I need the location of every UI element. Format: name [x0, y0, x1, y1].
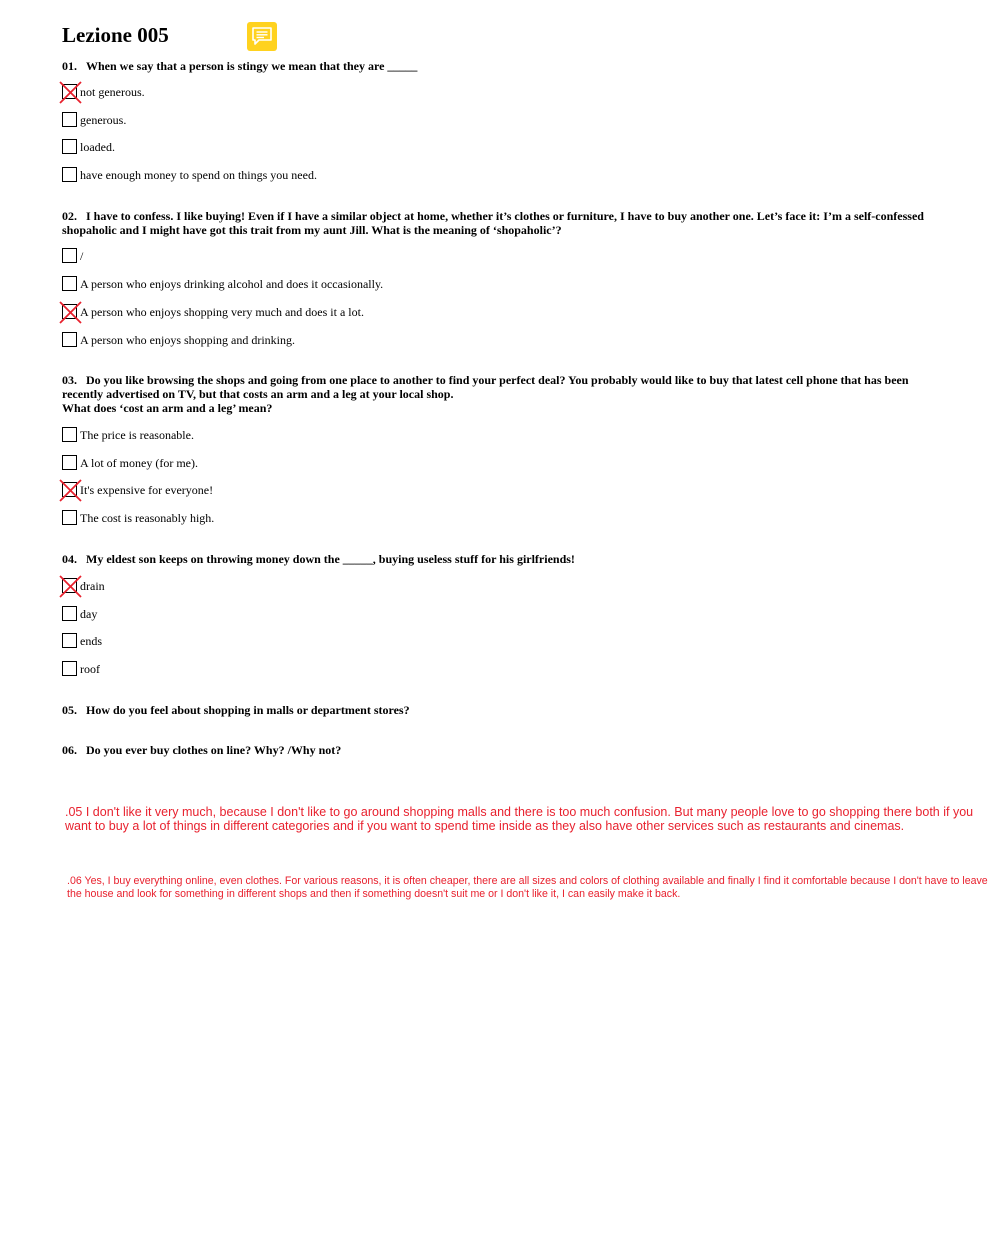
option-label: ends	[80, 634, 102, 648]
option-label: have enough money to spend on things you need.	[80, 168, 317, 182]
checkbox[interactable]	[62, 332, 77, 347]
question-number: 04.	[62, 552, 77, 566]
checkbox[interactable]	[62, 606, 77, 621]
question-02	[62, 209, 932, 237]
answer-06-text[interactable]: .06 Yes, I buy everything online, even clothes. For various reasons, it is often cheaper, there are all sizes and colors of clothing available and finally I find it comfortable because I don't have to leave the house and look for something in different shops and then if something doesn't suit me or I don't like it, I can easily make it back.	[67, 875, 988, 900]
question-01	[62, 59, 932, 73]
checkbox[interactable]	[62, 248, 77, 263]
checkbox-checked[interactable]	[62, 482, 77, 497]
checkbox[interactable]	[62, 455, 77, 470]
question-03	[62, 373, 932, 415]
question-05	[62, 703, 932, 717]
question-06	[62, 743, 932, 757]
question-text: I have to confess. I like buying! Even if I have a similar object at home, whether it’s clothes or furniture, I have to buy another one. Let’s face it: I’m a self-confessed shopaholic and I might have got this trait from my aunt Jill. What is the meaning of ‘shopaholic’?	[62, 209, 924, 237]
checkbox[interactable]	[62, 427, 77, 442]
option-label: /	[80, 249, 84, 263]
question-text: My eldest son keeps on throwing money down the _____, buying useless stuff for his girlfriends!	[86, 552, 575, 566]
question-subtext: What does ‘cost an arm and a leg’ mean?	[62, 401, 273, 415]
question-number: 03.	[62, 373, 77, 387]
option-label: not generous.	[80, 85, 145, 99]
checkbox[interactable]	[62, 139, 77, 154]
option-label: loaded.	[80, 140, 115, 154]
question-number: 01.	[62, 59, 77, 73]
question-number: 02.	[62, 209, 77, 223]
answer-05-text[interactable]: .05 I don't like it very much, because I don't like to go around shopping malls and there is too much confusion. But many people love to go shopping there both if you want to buy a lot of things in different categories and if you want to spend time inside as they also have other services such as restaurants and cinemas.	[65, 805, 974, 833]
question-number: 05.	[62, 703, 77, 717]
page-title: Lezione 005	[62, 23, 169, 47]
checkbox[interactable]	[62, 633, 77, 648]
option-label: A lot of money (for me).	[80, 456, 198, 470]
question-number: 06.	[62, 743, 77, 757]
question-text: Do you like browsing the shops and going from one place to another to find your perfect deal? You probably would like to buy that latest cell phone that has been recently advertised on TV, but that costs an arm and a leg at your local shop.	[62, 373, 909, 401]
question-text: Do you ever buy clothes on line? Why? /Why not?	[86, 743, 342, 757]
option-label: The price is reasonable.	[80, 428, 194, 442]
checkbox-checked[interactable]	[62, 304, 77, 319]
option-label: It's expensive for everyone!	[80, 483, 214, 497]
checkbox[interactable]	[62, 112, 77, 127]
option-label: The cost is reasonably high.	[80, 511, 215, 525]
checkbox[interactable]	[62, 276, 77, 291]
option-label: A person who enjoys drinking alcohol and does it occasionally.	[80, 277, 384, 291]
option-label: A person who enjoys shopping and drinking.	[80, 333, 295, 347]
option-label: A person who enjoys shopping very much and does it a lot.	[80, 305, 364, 319]
question-text: When we say that a person is stingy we mean that they are _____	[86, 59, 418, 73]
option-label: roof	[80, 662, 100, 676]
checkbox[interactable]	[62, 661, 77, 676]
option-label: day	[80, 607, 98, 621]
option-label: drain	[80, 579, 105, 593]
option-label: generous.	[80, 113, 127, 127]
checkbox[interactable]	[62, 167, 77, 182]
question-04	[62, 552, 932, 566]
question-text: How do you feel about shopping in malls or department stores?	[86, 703, 410, 717]
checkbox[interactable]	[62, 510, 77, 525]
checkbox-checked[interactable]	[62, 578, 77, 593]
comment-icon[interactable]	[247, 22, 277, 51]
checkbox-checked[interactable]	[62, 84, 77, 99]
